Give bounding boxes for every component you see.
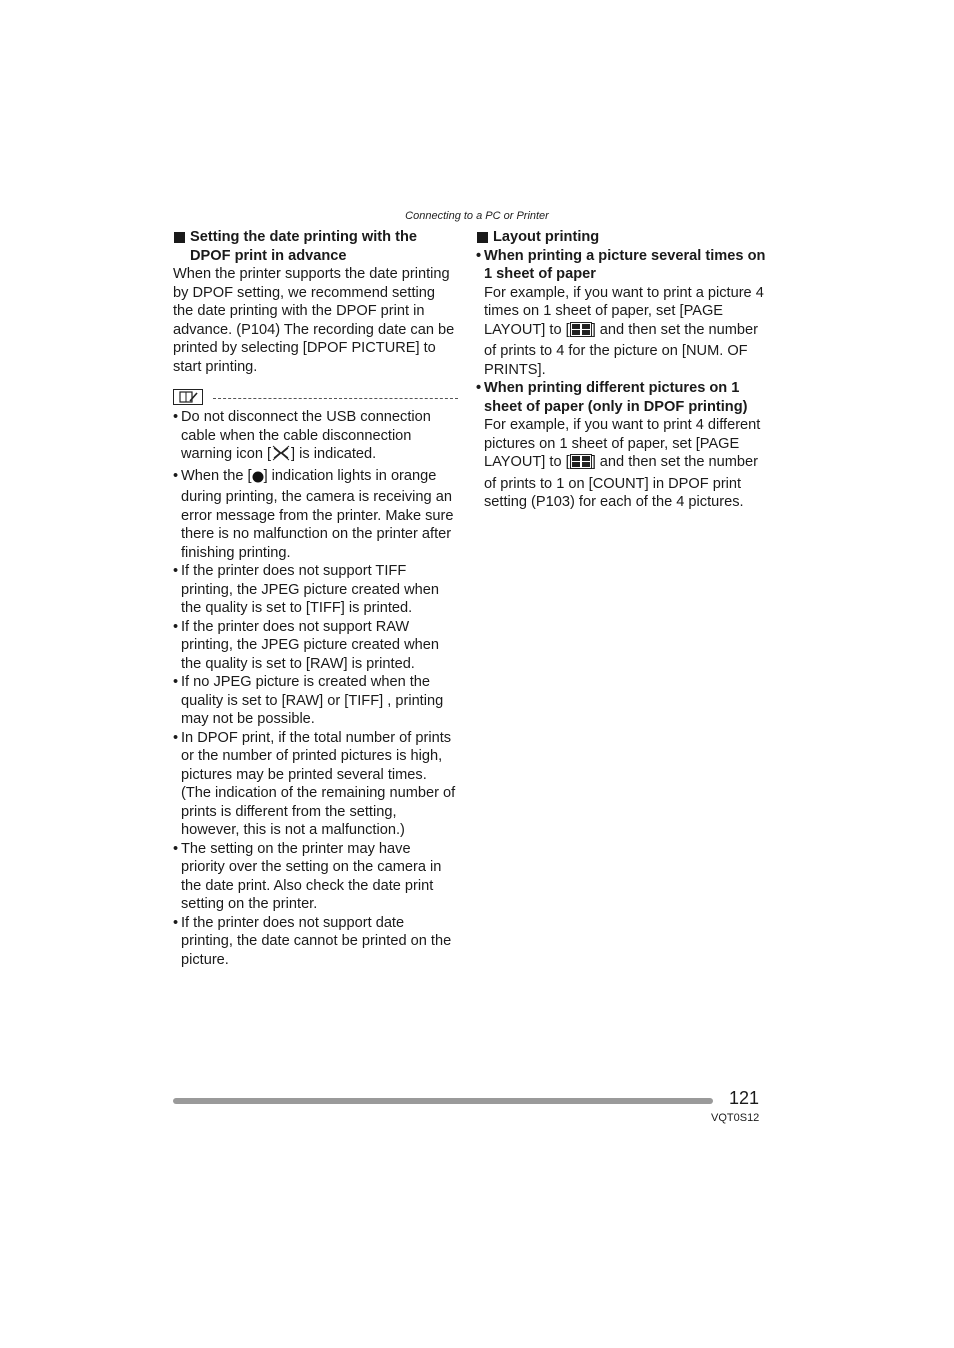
note-item: • If no JPEG picture is created when the quality is set to [RAW] or [TIFF] , printing may not be possible. — [173, 674, 444, 727]
section-heading-date-printing — [173, 228, 458, 265]
note-item: • If the printer does not support TIFF printing, the JPEG picture created when the quality is set to [TIFF] is printed. — [173, 563, 439, 616]
note-item: • In DPOF print, if the total number of prints or the number of printed pictures is high, pictures may be printed several times. (The indication of the remaining number of prints is different from the setting, however, this is not a malfunction.) — [173, 729, 456, 838]
layout-item-body: For example, if you want to print 4 different pictures on 1 sheet of paper, set [PAGE LAYOUT] to [ ] and then set the number of prints to 1 on [COUNT] in DPOF print setting (P103) for each of the 4 pictures. — [484, 417, 761, 510]
four-up-layout-icon — [570, 454, 592, 475]
note-item: • When the [ ] indication lights in orange during printing, the camera is receiving an error message from the printer. Make sure there is no malfunction on the printer after finishing printing. — [173, 467, 454, 561]
note-divider — [173, 388, 458, 406]
layout-item-title: When printing different pictures on 1 sheet of paper (only in DPOF printing) — [484, 380, 748, 415]
layout-list — [476, 247, 766, 512]
page-number: 121 — [729, 1088, 760, 1108]
left-column — [173, 228, 458, 969]
black-circle-icon — [252, 470, 264, 489]
note-item: • If the printer does not support date printing, the date cannot be printed on the picture. — [173, 914, 452, 968]
section-heading-layout-printing: Layout printing — [476, 228, 766, 247]
layout-item: • When printing a picture several times on 1 sheet of paper For example, if you want to print a picture 4 times on 1 sheet of paper, set [PAGE LAYOUT] to [ ] and then set the number of prints to 4 for the picture on [NUM. OF PRINTS]. — [476, 247, 766, 378]
note-pencil-icon — [173, 389, 203, 405]
footer-bar — [173, 1098, 713, 1104]
four-up-layout-icon — [570, 322, 592, 343]
running-header: Connecting to a PC or Printer — [405, 210, 549, 222]
layout-item: • When printing different pictures on 1 sheet of paper (only in DPOF printing) For example, if you want to print 4 different pictures on 1 sheet of paper, set [PAGE LAYOUT] to [ ] and then set the number of prints to 1 on [COUNT] in DPOF print setting (P103) for each of the 4 pictures. — [476, 379, 766, 512]
square-bullet-icon — [174, 232, 185, 243]
notes-list — [173, 408, 458, 969]
dashed-rule — [213, 398, 458, 399]
note-item: • Do not disconnect the USB connection cable when the cable disconnection warning icon [ ] is indicated. — [173, 408, 458, 467]
square-bullet-icon — [477, 232, 488, 243]
heading-line-1: Setting the date printing with the — [190, 229, 418, 245]
note-item: • If the printer does not support RAW printing, the JPEG picture created when the quality is set to [RAW] is printed. — [173, 618, 439, 672]
cable-disconnect-icon — [271, 445, 291, 467]
date-printing-paragraph: When the printer supports the date printing by DPOF setting, we recommend setting the date printing with the DPOF print in advance. (P104) The recording date can be printed by selecting [DPOF PICTURE] to start printing. — [173, 266, 455, 375]
layout-item-title: When printing a picture several times on 1 sheet of paper — [484, 247, 766, 282]
layout-item-body: For example, if you want to print a picture 4 times on 1 sheet of paper, set [PAGE LAYOUT] to [ ] and then set the number of prints to 4 for the picture on [NUM. OF PRINTS]. — [484, 284, 764, 378]
right-column — [476, 228, 766, 512]
model-code: VQT0S12 — [711, 1112, 760, 1124]
note-item: • The setting on the printer may have priority over the setting on the camera in the date print. Also check the date print setting on the printer. — [173, 840, 442, 912]
heading-line-2: DPOF print in advance — [190, 247, 347, 264]
